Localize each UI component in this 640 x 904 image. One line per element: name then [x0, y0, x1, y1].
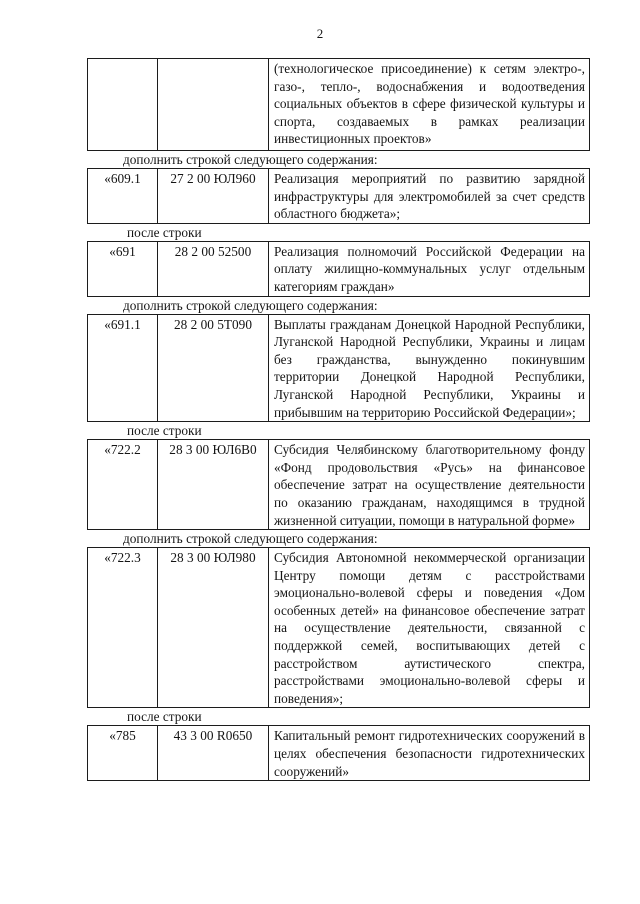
- instruction-note: после строки: [127, 423, 202, 439]
- row-number: «691.1: [88, 314, 158, 422]
- row-number: «722.2: [88, 440, 158, 530]
- row-description: Реализация полномочий Российской Федерации на оплату жилищно-коммунальных услуг отдельным категориям граждан»: [269, 241, 590, 296]
- table-row: [88, 241, 590, 296]
- row-description: Субсидия Автономной некоммерческой организации Центру помощи детям с расстройствами эмоционально-волевой сферы и поведения «Дом особенных детей» на финансовое обеспечение затрат на осуществление деятельности, связанной с поддержкой семей, воспитывающих детей с расстройством аутистического спектра, расстройствами эмоционально-волевой сферы и поведения»;: [269, 548, 590, 708]
- table-row: [88, 59, 590, 151]
- row-code: 28 2 00 5Т090: [158, 314, 269, 422]
- instruction-note: после строки: [127, 709, 202, 725]
- table-row-block-1: [87, 168, 590, 224]
- row-code: 43 3 00 R0650: [158, 726, 269, 781]
- row-code: 28 2 00 52500: [158, 241, 269, 296]
- instruction-note: после строки: [127, 224, 202, 240]
- table-row: [88, 314, 590, 422]
- table-row-block-6: [87, 725, 590, 781]
- row-number: «609.1: [88, 169, 158, 224]
- row-number: [88, 59, 158, 151]
- row-description: (технологическое присоединение) к сетям электро-, газо-, тепло-, водоснабжения и водоотведения социальных объектов в сфере физической культуры и спорта, создаваемых в рамках реализации инвестиционных проектов»: [269, 59, 590, 151]
- page-number: 2: [316, 26, 324, 41]
- row-code: 28 3 00 ЮЛ980: [158, 548, 269, 708]
- table-row: [88, 726, 590, 781]
- row-number: «722.3: [88, 548, 158, 708]
- table-row-block-2: [87, 241, 590, 297]
- document-body: [87, 58, 589, 781]
- row-number: «691: [88, 241, 158, 296]
- row-description: Капитальный ремонт гидротехнических сооружений в целях обеспечения безопасности гидротехнических сооружений»: [269, 726, 590, 781]
- table-row: [88, 440, 590, 530]
- table-row-block-0: [87, 58, 590, 151]
- table-row-block-4: [87, 439, 590, 530]
- instruction-note: дополнить строкой следующего содержания:: [123, 152, 378, 167]
- table-row: [88, 169, 590, 224]
- table-row-block-5: [87, 547, 590, 708]
- row-code: 28 3 00 ЮЛ6В0: [158, 440, 269, 530]
- row-code: [158, 59, 269, 151]
- row-description: Выплаты гражданам Донецкой Народной Республики, Луганской Народной Республики, Украины и лицам без гражданства, вынужденно покинувшим территории Донецкой Народной Республики, Луганской Народной Республики, Украины и прибывшим на территорию Российской Федерации»;: [269, 314, 590, 422]
- instruction-note: дополнить строкой следующего содержания:: [123, 531, 378, 547]
- table-row-block-3: [87, 314, 590, 423]
- row-code: 27 2 00 ЮЛ960: [158, 169, 269, 224]
- row-number: «785: [88, 726, 158, 781]
- row-description: Реализация мероприятий по развитию зарядной инфраструктуры для электромобилей за счет средств областного бюджета»;: [269, 169, 590, 224]
- instruction-note: дополнить строкой следующего содержания:: [123, 297, 378, 313]
- row-description: Субсидия Челябинскому благотворительному фонду «Фонд продовольствия «Русь» на финансовое обеспечение затрат на осуществление деятельности по оказанию гражданам, находящимся в трудной жизненной ситуации, помощи в натуральной форме»: [269, 440, 590, 530]
- table-row: [88, 548, 590, 708]
